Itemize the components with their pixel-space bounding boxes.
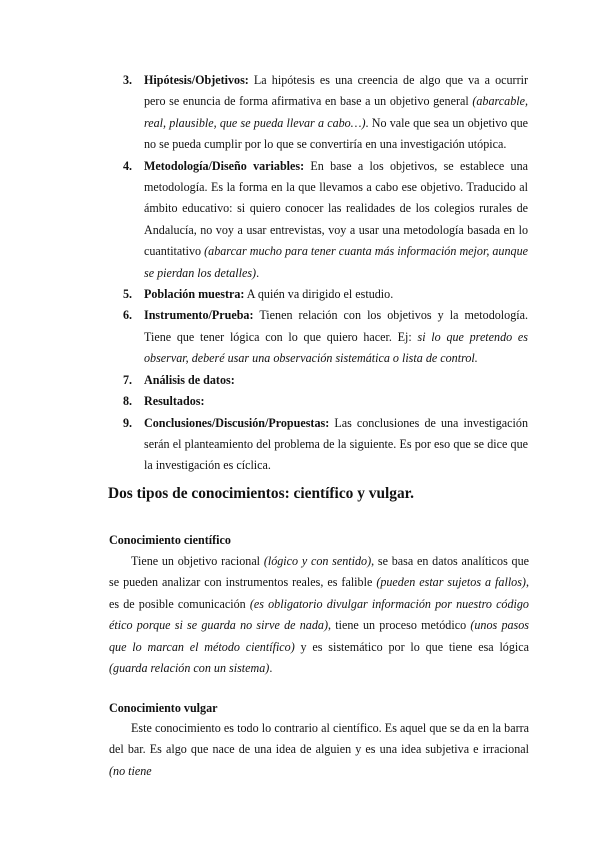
item-text: En base a los objetivos, se establece una metodología. Es la forma en la que llevamos a cabo ese objetivo. Traducido al ámbito educativo: si quiero conocer las realidades de los colegios rurales de Andalucía, no voy a usar entrevistas, voy a usar una metodología basada en lo cuantitativo [144,158,529,259]
heading-common-knowledge: Conocimiento vulgar [109,701,218,715]
section-title: Dos tipos de conocimientos: científico y vulgar. [108,485,414,502]
item-text: Las conclusiones de una investigación serán el planteamiento del problema de la siguiente. Es por eso que se dice que la investigación es cíclica. [144,415,528,473]
item-label: Instrumento/Prueba: [144,308,254,323]
italic-segment: (unos pasos que lo marcan el método científico) [109,618,529,654]
heading-scientific-knowledge: Conocimiento científico [109,533,231,547]
italic-segment: (no tiene [109,763,152,778]
text-segment: . [269,661,273,676]
item-label: Conclusiones/Discusión/Propuestas: [144,415,330,430]
list-number: 7. [123,372,133,387]
list-number: 4. [123,158,133,173]
list-item [123,70,528,156]
item-text: A quién va dirigido el estudio. [244,287,394,302]
text-segment: Tiene un objetivo racional [131,554,264,568]
item-text-end: . No vale que sea un objetivo que no se pueda cumplir por lo que se convertiría en una investigación utópica. [144,115,528,152]
list-item [123,413,528,477]
italic-segment: (pueden estar sujetos a fallos) [376,575,526,590]
list-number: 6. [123,308,133,323]
item-italic: si lo que pretendo es observar, deberé usar una observación sistemática o lista de control. [144,329,528,366]
list-item [123,284,528,305]
item-label: Población muestra: [144,287,245,302]
item-text-end: . [256,265,260,280]
list-item [123,370,528,391]
paragraph-common-knowledge [109,718,529,782]
list-item [123,391,528,412]
item-italic: (abarcable, real, plausible, que se pueda llevar a cabo…) [144,94,528,130]
item-text: Tienen relación con los objetivos y la metodología. Tiene que tener lógica con lo que quiero hacer. Ej: [144,308,528,344]
item-label: Análisis de datos: [144,372,235,387]
list-item [123,156,529,284]
text-segment: , tiene un proceso metódico [327,618,471,633]
text-segment: y es sistemático por lo que tiene esa lógica [294,639,529,654]
item-label: Hipótesis/Objetivos: [144,73,249,87]
item-label: Metodología/Diseño variables: [144,158,305,173]
list-number: 3. [123,73,133,87]
item-text: La hipótesis es una creencia de algo que va a ocurrir pero se enuncia de forma afirmativa en base a un objetivo general [144,73,528,109]
list-number: 8. [123,394,133,409]
research-steps-list [123,70,529,477]
item-label: Resultados: [144,394,205,409]
italic-segment: (es obligatorio divulgar información por nuestro código ético porque si se guarda no sirve de nada) [109,596,529,633]
italic-segment: (guarda relación con un sistema) [109,661,270,676]
list-item [123,305,528,369]
paragraph-scientific-knowledge [109,551,529,679]
text-segment: , se basa en datos analíticos que se pueden analizar con instrumentos reales, es falible [109,554,530,590]
text-segment: , es de posible comunicación [109,575,529,611]
list-number: 5. [123,287,133,302]
list-number: 9. [123,415,133,430]
item-italic: (abarcar mucho para tener cuanta más información mejor, aunque se pierdan los detalles) [144,244,528,280]
text-segment: Este conocimiento es todo lo contrario al científico. Es aquel que se da en la barra del bar. Es algo que nace de una idea de alguien y es una idea subjetiva e irracional [109,721,529,757]
italic-segment: (lógico y con sentido) [263,554,372,568]
